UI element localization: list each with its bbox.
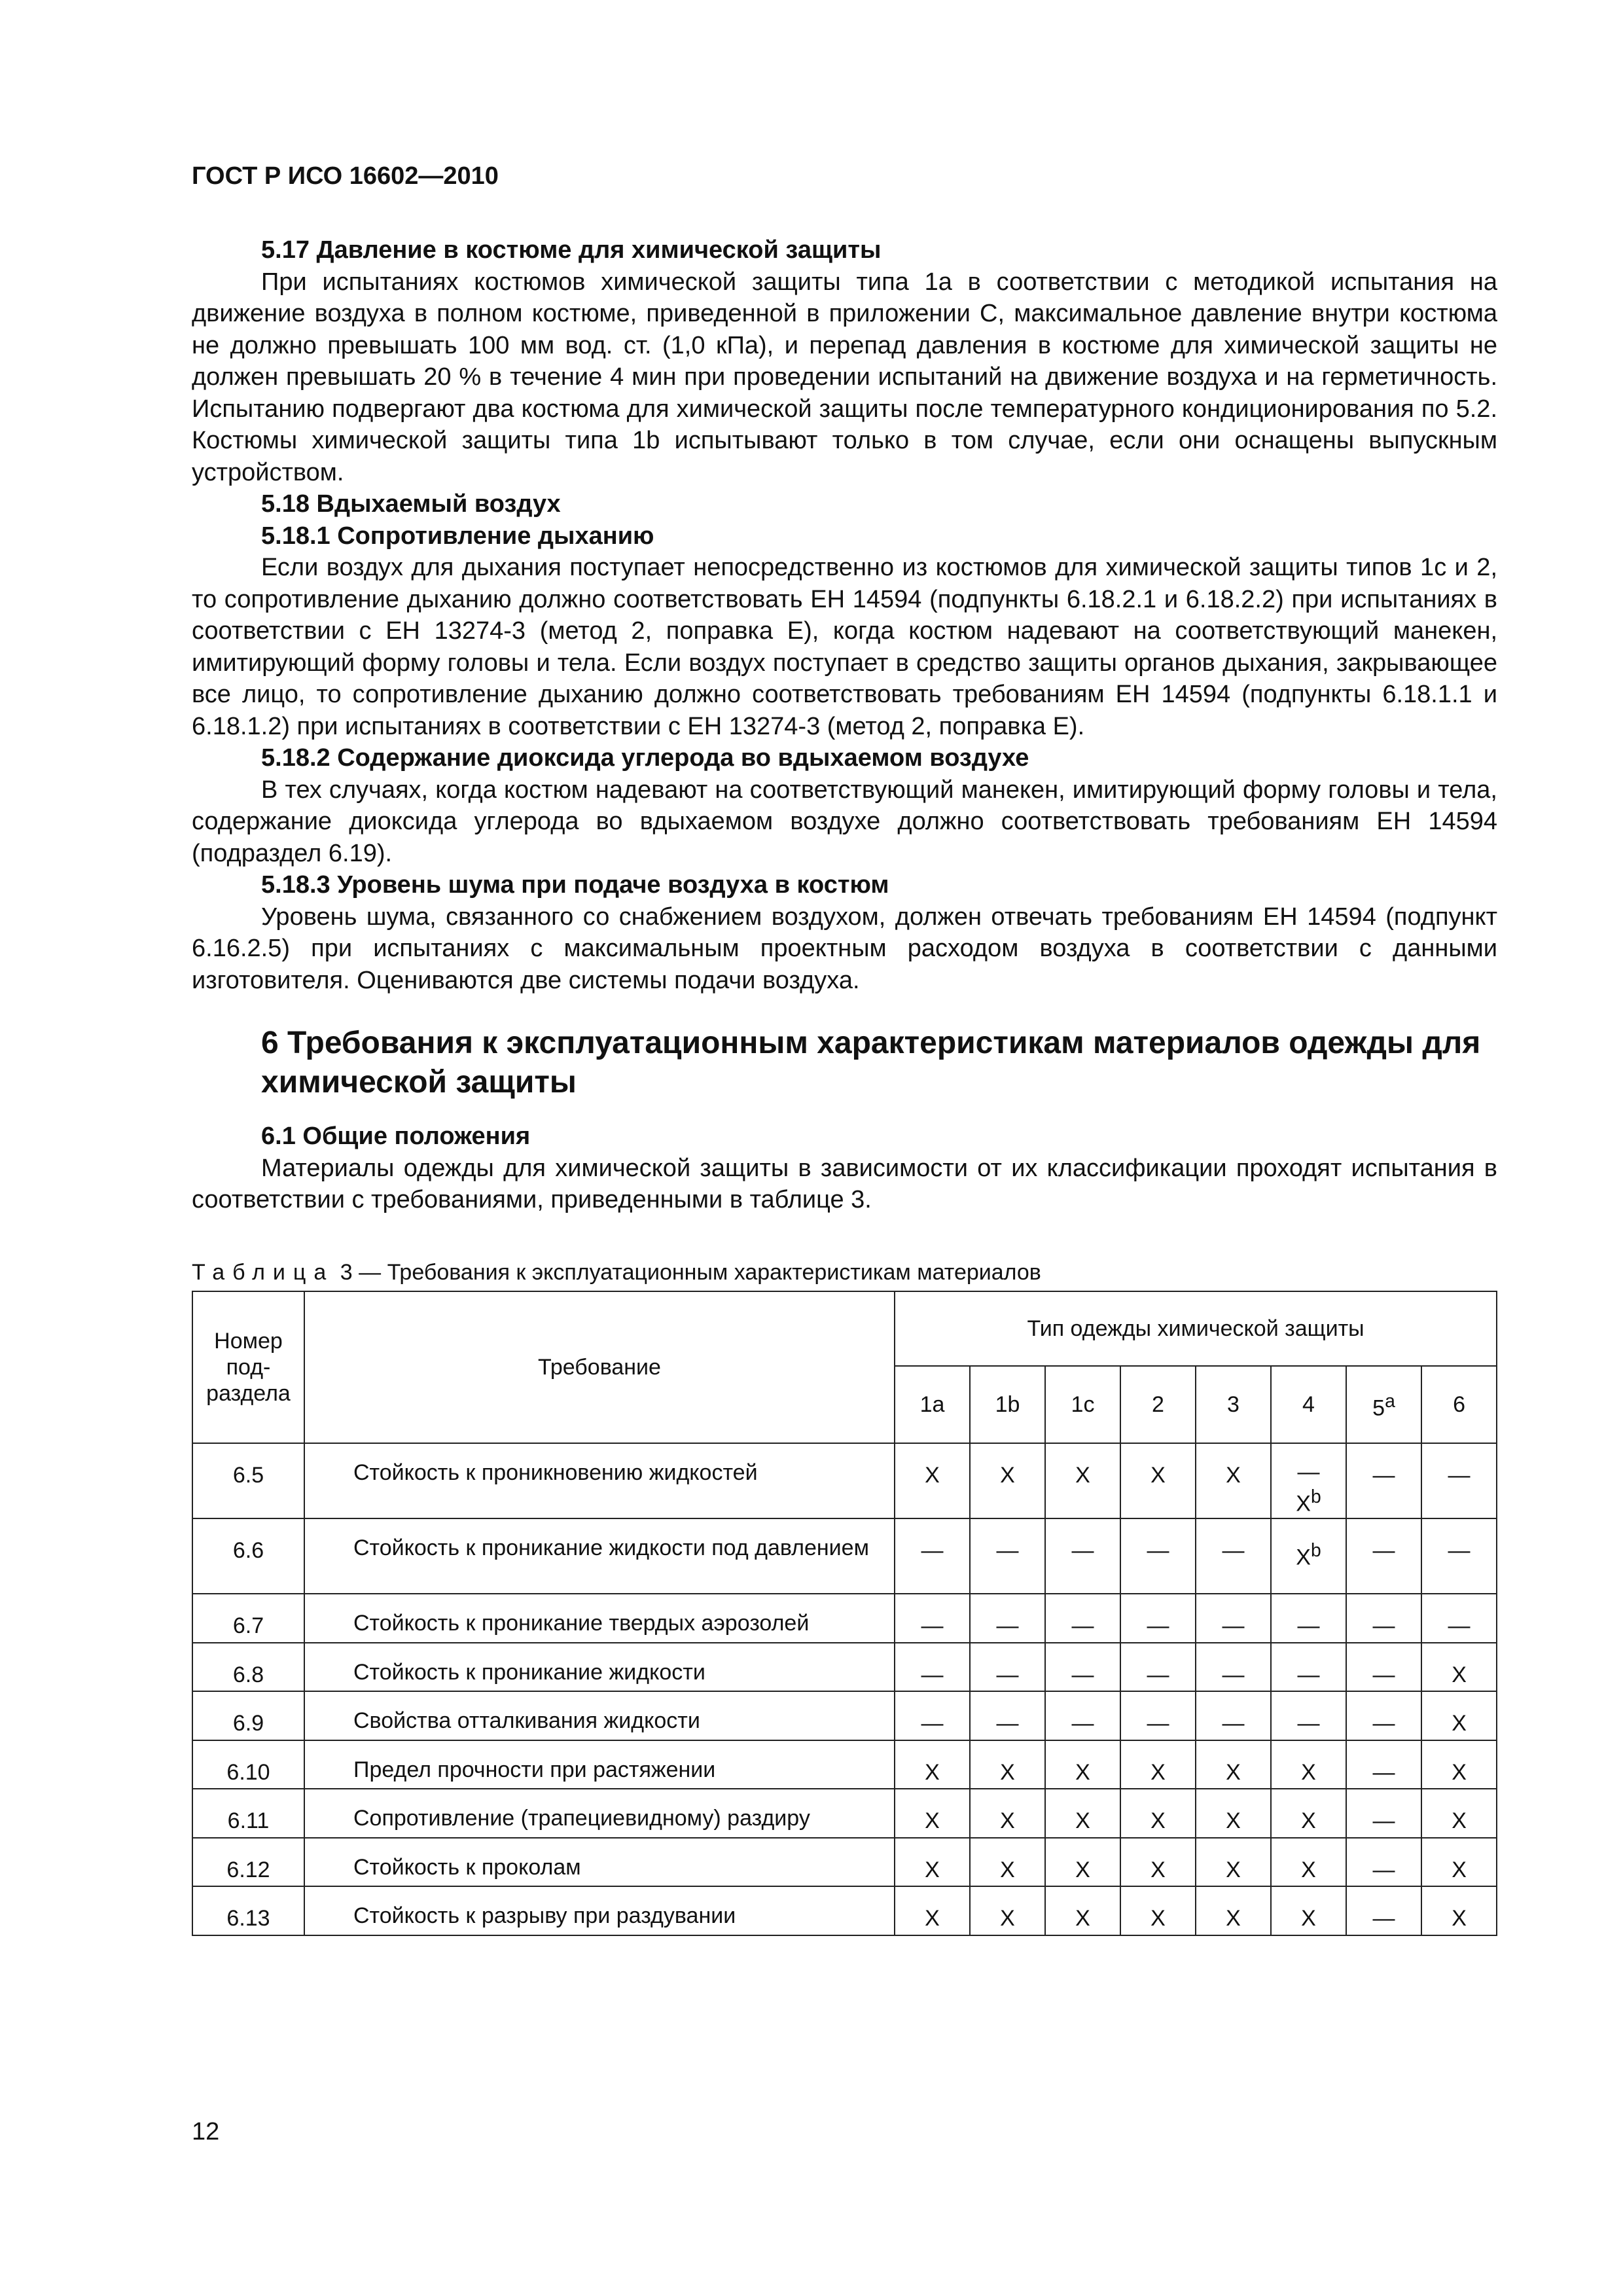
paragraph-5-17: При испытаниях костюмов химической защиты типа 1а в соответствии с методикой испытания на движение воздуха в полном костюме, приведенной в приложении С, максимальное давление внутри костюма не должно превышать 100 мм вод. ст. (1,0 кПа), и перепад давления в костюме для химической защиты не должен превышать 20 % в течение 4 мин при проведении испытаний на движение воздуха и на герметичность. Испытанию подвергают два костюма для химической защиты после температурного кондиционирования по 5.2. Костюмы химической защиты типа 1b испытывают только в том случае, если они оснащены выпускным устройством. xyxy=(192,268,1497,486)
table-row xyxy=(192,1594,1497,1643)
cell-mark: — xyxy=(1196,1643,1271,1692)
row-requirement: Стойкость к проникание твердых аэрозолей xyxy=(304,1594,895,1643)
type-header: 6 xyxy=(1421,1366,1497,1443)
section-heading-6: 6 Требования к эксплуатационным характеристикам материалов одежды для химической защиты xyxy=(261,1026,1481,1100)
type-label: 5 xyxy=(1372,1395,1385,1421)
column-header-number: Номер под-раздела xyxy=(192,1291,304,1443)
cell-mark: X xyxy=(970,1443,1045,1518)
row-number: 6.10 xyxy=(192,1740,304,1789)
cell-mark: — xyxy=(1421,1594,1497,1643)
cell-mark: X xyxy=(895,1886,970,1935)
cell-mark: X xyxy=(1196,1740,1271,1789)
row-number: 6.7 xyxy=(192,1594,304,1643)
type-header xyxy=(1346,1366,1421,1443)
cell-mark: X xyxy=(1271,1838,1346,1887)
cell-mark: X xyxy=(1421,1789,1497,1838)
table-row xyxy=(192,1740,1497,1789)
table-caption-text: 3 — Требования к эксплуатационным характеристикам материалов xyxy=(340,1259,1041,1285)
cell-mark: X xyxy=(1045,1838,1120,1887)
table-row xyxy=(192,1886,1497,1935)
cell-mark: X xyxy=(970,1838,1045,1887)
subsection-heading-5-17: 5.17 Давление в костюме для химической защиты xyxy=(261,236,882,264)
cell-mark: X xyxy=(1271,1886,1346,1935)
subsection-heading-5-18-3: 5.18.3 Уровень шума при подаче воздуха в костюм xyxy=(261,871,889,899)
cell-mark: X xyxy=(1120,1838,1196,1887)
cell-mark: X xyxy=(1271,1789,1346,1838)
row-number: 6.11 xyxy=(192,1789,304,1838)
type-header: 2 xyxy=(1120,1366,1196,1443)
cell-mark: — xyxy=(970,1643,1045,1692)
page-number: 12 xyxy=(192,2118,220,2145)
footnote-marker: b xyxy=(1310,1540,1321,1561)
table-row xyxy=(192,1789,1497,1838)
row-requirement: Стойкость к проникание жидкости под давлением xyxy=(304,1518,895,1594)
cell-mark: — xyxy=(1120,1518,1196,1594)
cell-mark: — xyxy=(1346,1740,1421,1789)
cell-mark: — xyxy=(1346,1886,1421,1935)
table-row xyxy=(192,1643,1497,1692)
row-number: 6.6 xyxy=(192,1518,304,1594)
cell-mark: — xyxy=(1346,1838,1421,1887)
cell-mark xyxy=(1271,1443,1346,1518)
row-number: 6.13 xyxy=(192,1886,304,1935)
cell-mark: X xyxy=(1421,1740,1497,1789)
table-caption xyxy=(192,1257,1497,1289)
cell-mark: X xyxy=(895,1789,970,1838)
cell-mark: — xyxy=(1421,1518,1497,1594)
cell-mark: X xyxy=(1421,1886,1497,1935)
table-caption-label: Таблица xyxy=(192,1259,334,1285)
cell-mark: — xyxy=(1271,1594,1346,1643)
row-requirement: Стойкость к разрыву при раздувании xyxy=(304,1886,895,1935)
row-requirement: Стойкость к проколам xyxy=(304,1838,895,1887)
subsection-heading-6-1: 6.1 Общие положения xyxy=(261,1122,531,1150)
cell-mark: X xyxy=(895,1740,970,1789)
subsection-heading-5-18-1: 5.18.1 Сопротивление дыханию xyxy=(261,522,654,550)
document-header: ГОСТ Р ИСО 16602—2010 xyxy=(192,162,499,190)
paragraph-6-1: Материалы одежды для химической защиты в зависимости от их классификации проходят испытания в соответствии с требованиями, приведенными в таблице 3. xyxy=(192,1154,1497,1213)
cell-mark: X xyxy=(1196,1443,1271,1518)
cell-mark: — xyxy=(1346,1594,1421,1643)
cell-mark: X xyxy=(1045,1886,1120,1935)
cell-mark: — xyxy=(1045,1643,1120,1692)
cell-mark: — xyxy=(970,1594,1045,1643)
cell-mark: X xyxy=(1196,1789,1271,1838)
column-header-requirement: Требование xyxy=(304,1291,895,1443)
footnote-marker: b xyxy=(1310,1486,1321,1507)
cell-mark-x xyxy=(1272,1484,1346,1516)
table-row xyxy=(192,1443,1497,1518)
footnote-marker: a xyxy=(1385,1390,1395,1412)
type-header: 1b xyxy=(970,1366,1045,1443)
table-row xyxy=(192,1518,1497,1594)
cell-mark: X xyxy=(1196,1886,1271,1935)
row-requirement: Свойства отталкивания жидкости xyxy=(304,1691,895,1740)
row-number: 6.5 xyxy=(192,1443,304,1518)
cell-mark: — xyxy=(895,1518,970,1594)
requirements-table xyxy=(192,1291,1497,1936)
type-header: 1a xyxy=(895,1366,970,1443)
paragraph-5-18-2: В тех случаях, когда костюм надевают на соответствующий манекен, имитирующий форму головы и тела, содержание диоксида углерода во вдыхаемом воздухе должно соответствовать требованиям ЕН 14594 (подраздел 6.19). xyxy=(192,776,1497,867)
cell-mark: X xyxy=(1120,1443,1196,1518)
cell-mark: — xyxy=(1045,1518,1120,1594)
type-header: 3 xyxy=(1196,1366,1271,1443)
cell-mark: X xyxy=(895,1838,970,1887)
cell-mark: — xyxy=(1196,1594,1271,1643)
cell-mark: — xyxy=(1346,1691,1421,1740)
mark-x: X xyxy=(1296,1545,1311,1570)
cell-mark: — xyxy=(895,1691,970,1740)
table-header-row xyxy=(192,1291,1497,1366)
cell-mark: — xyxy=(1346,1643,1421,1692)
cell-mark: — xyxy=(1045,1594,1120,1643)
cell-mark xyxy=(1271,1518,1346,1594)
cell-mark: — xyxy=(1196,1518,1271,1594)
row-requirement: Стойкость к проникновению жидкостей xyxy=(304,1443,895,1518)
cell-mark: X xyxy=(970,1886,1045,1935)
row-requirement: Предел прочности при растяжении xyxy=(304,1740,895,1789)
cell-mark: — xyxy=(895,1594,970,1643)
cell-mark: — xyxy=(895,1643,970,1692)
cell-mark: X xyxy=(970,1740,1045,1789)
cell-mark: X xyxy=(1421,1838,1497,1887)
cell-mark: X xyxy=(1271,1740,1346,1789)
type-header: 1c xyxy=(1045,1366,1120,1443)
cell-mark: X xyxy=(970,1789,1045,1838)
row-number: 6.9 xyxy=(192,1691,304,1740)
cell-mark: X xyxy=(1045,1789,1120,1838)
subsection-heading-5-18: 5.18 Вдыхаемый воздух xyxy=(261,490,561,518)
paragraph-5-18-3: Уровень шума, связанного со снабжением воздухом, должен отвечать требованиям ЕН 14594 (подпункт 6.16.2.5) при испытаниях с максимальным проектным расходом воздуха в соответствии с данными изготовителя. Оцениваются две системы подачи воздуха. xyxy=(192,903,1497,994)
cell-mark: — xyxy=(1120,1594,1196,1643)
cell-mark: — xyxy=(1421,1443,1497,1518)
cell-mark: X xyxy=(1120,1789,1196,1838)
cell-mark: — xyxy=(1346,1518,1421,1594)
cell-mark: X xyxy=(895,1443,970,1518)
row-number: 6.8 xyxy=(192,1643,304,1692)
cell-mark: X xyxy=(1421,1643,1497,1692)
row-number: 6.12 xyxy=(192,1838,304,1887)
cell-mark-dash: — xyxy=(1297,1460,1320,1484)
row-requirement: Сопротивление (трапециевидному) раздиру xyxy=(304,1789,895,1838)
document-body xyxy=(192,234,1497,1936)
cell-mark: — xyxy=(1346,1443,1421,1518)
subsection-heading-5-18-2: 5.18.2 Содержание диоксида углерода во вдыхаемом воздухе xyxy=(261,744,1029,772)
paragraph-5-18-1: Если воздух для дыхания поступает непосредственно из костюмов для химической защиты типов 1с и 2, то сопротивление дыханию должно соответствовать ЕН 14594 (подпункты 6.18.2.1 и 6.18.2.2) при испытаниях в соответствии с ЕН 13274-3 (метод 2, поправка Е), когда костюм надевают на соответствующий манекен, имитирующий форму головы и тела. Если воздух поступает в средство защиты органов дыхания, закрывающее все лицо, то сопротивление дыханию должно соответствовать требованиям ЕН 14594 (подпункты 6.18.1.1 и 6.18.1.2) при испытаниях в соответствии с ЕН 13274-3 (метод 2, поправка Е). xyxy=(192,554,1497,740)
cell-mark: X xyxy=(1421,1691,1497,1740)
cell-mark: — xyxy=(1271,1691,1346,1740)
table-row xyxy=(192,1691,1497,1740)
type-header: 4 xyxy=(1271,1366,1346,1443)
mark-x: X xyxy=(1296,1491,1311,1516)
row-requirement: Стойкость к проникание жидкости xyxy=(304,1643,895,1692)
cell-mark: — xyxy=(1346,1789,1421,1838)
cell-mark: — xyxy=(1120,1643,1196,1692)
cell-mark: X xyxy=(1045,1740,1120,1789)
cell-mark: — xyxy=(1120,1691,1196,1740)
table-row xyxy=(192,1838,1497,1887)
cell-mark: X xyxy=(1120,1740,1196,1789)
cell-mark: X xyxy=(1120,1886,1196,1935)
cell-mark: — xyxy=(1045,1691,1120,1740)
cell-mark: — xyxy=(970,1691,1045,1740)
cell-mark: — xyxy=(970,1518,1045,1594)
cell-mark: — xyxy=(1271,1643,1346,1692)
cell-mark: X xyxy=(1045,1443,1120,1518)
cell-mark: X xyxy=(1196,1838,1271,1887)
cell-mark: — xyxy=(1196,1691,1271,1740)
column-header-suit-type: Тип одежды химической защиты xyxy=(895,1291,1497,1366)
